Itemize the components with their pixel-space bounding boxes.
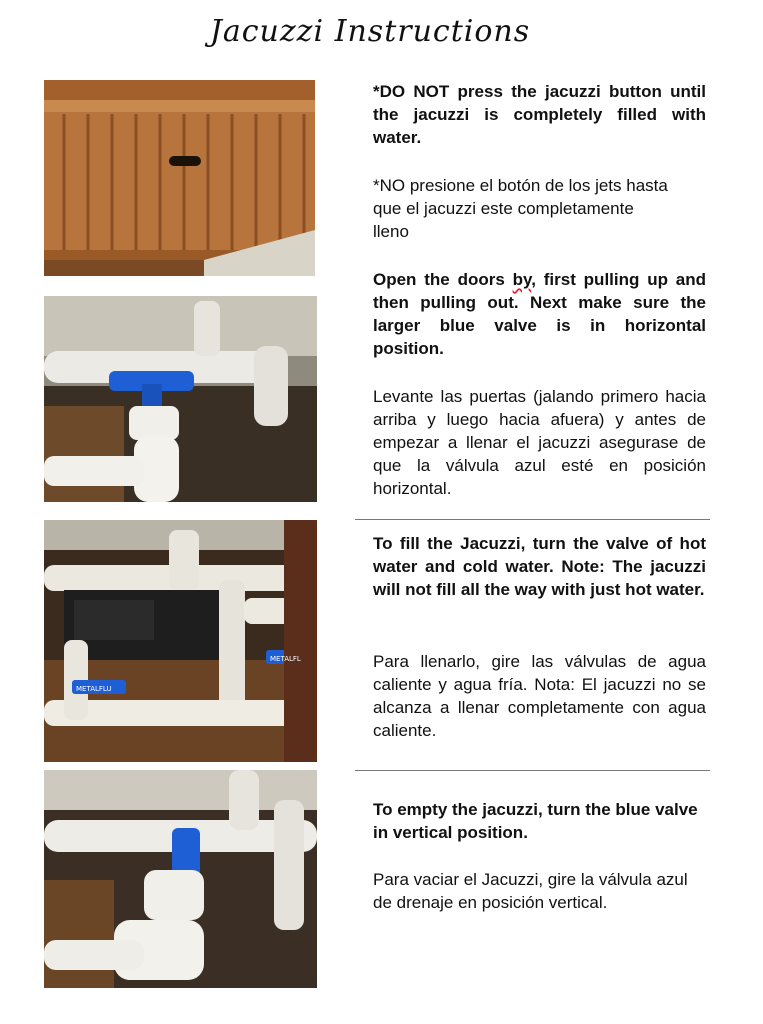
step-3-spanish-text: Para llenarlo, gire las válvulas de agua caliente y agua fría. Nota: El jacuzzi no se alcanza a llenar completamente con agua caliente. xyxy=(373,652,706,740)
hot-cold-valves-photo xyxy=(44,520,317,762)
step-2-spanish-text: Levante las puertas (jalando primero hacia arriba y luego hacia afuera) y antes de empezar a llenar el jacuzzi asegurase de que la válvula azul esté en posición horizontal. xyxy=(373,387,706,498)
blue-valve-horizontal-photo xyxy=(44,296,317,502)
step-1-english-text: *DO NOT press the jacuzzi button until the jacuzzi is completely filled with water. xyxy=(373,82,706,147)
step-3-english-text: To fill the Jacuzzi, turn the valve of hot water and cold water. Note: The jacuzzi will not fill all the way with just hot water. xyxy=(373,534,706,599)
step-2-english-post: , first pulling up and then pulling out. Next make sure the larger blue valve is in horizontal position. xyxy=(373,270,706,358)
step-2-english-text xyxy=(373,268,706,360)
section-divider-1 xyxy=(355,519,710,520)
blue-valve-vertical-photo xyxy=(44,770,317,988)
step-2-english-flagged-word: by xyxy=(512,270,532,289)
step-2-english-pre: Open the doors xyxy=(373,270,513,289)
wooden-jacuzzi-cover-photo xyxy=(44,80,315,276)
step-1-spanish-text: *NO presione el botón de los jets hasta que el jacuzzi este completamente lleno xyxy=(373,176,668,241)
step-4-spanish-text: Para vaciar el Jacuzzi, gire la válvula azul de drenaje en posición vertical. xyxy=(373,870,688,912)
step-4-english-text: To empty the jacuzzi, turn the blue valve in vertical position. xyxy=(373,800,698,842)
tag-left-label: METALFLU xyxy=(76,685,112,693)
section-divider-2 xyxy=(355,770,710,771)
tag-right-label: METALFL xyxy=(270,655,301,663)
page-title: Jacuzzi Instructions xyxy=(209,14,531,49)
